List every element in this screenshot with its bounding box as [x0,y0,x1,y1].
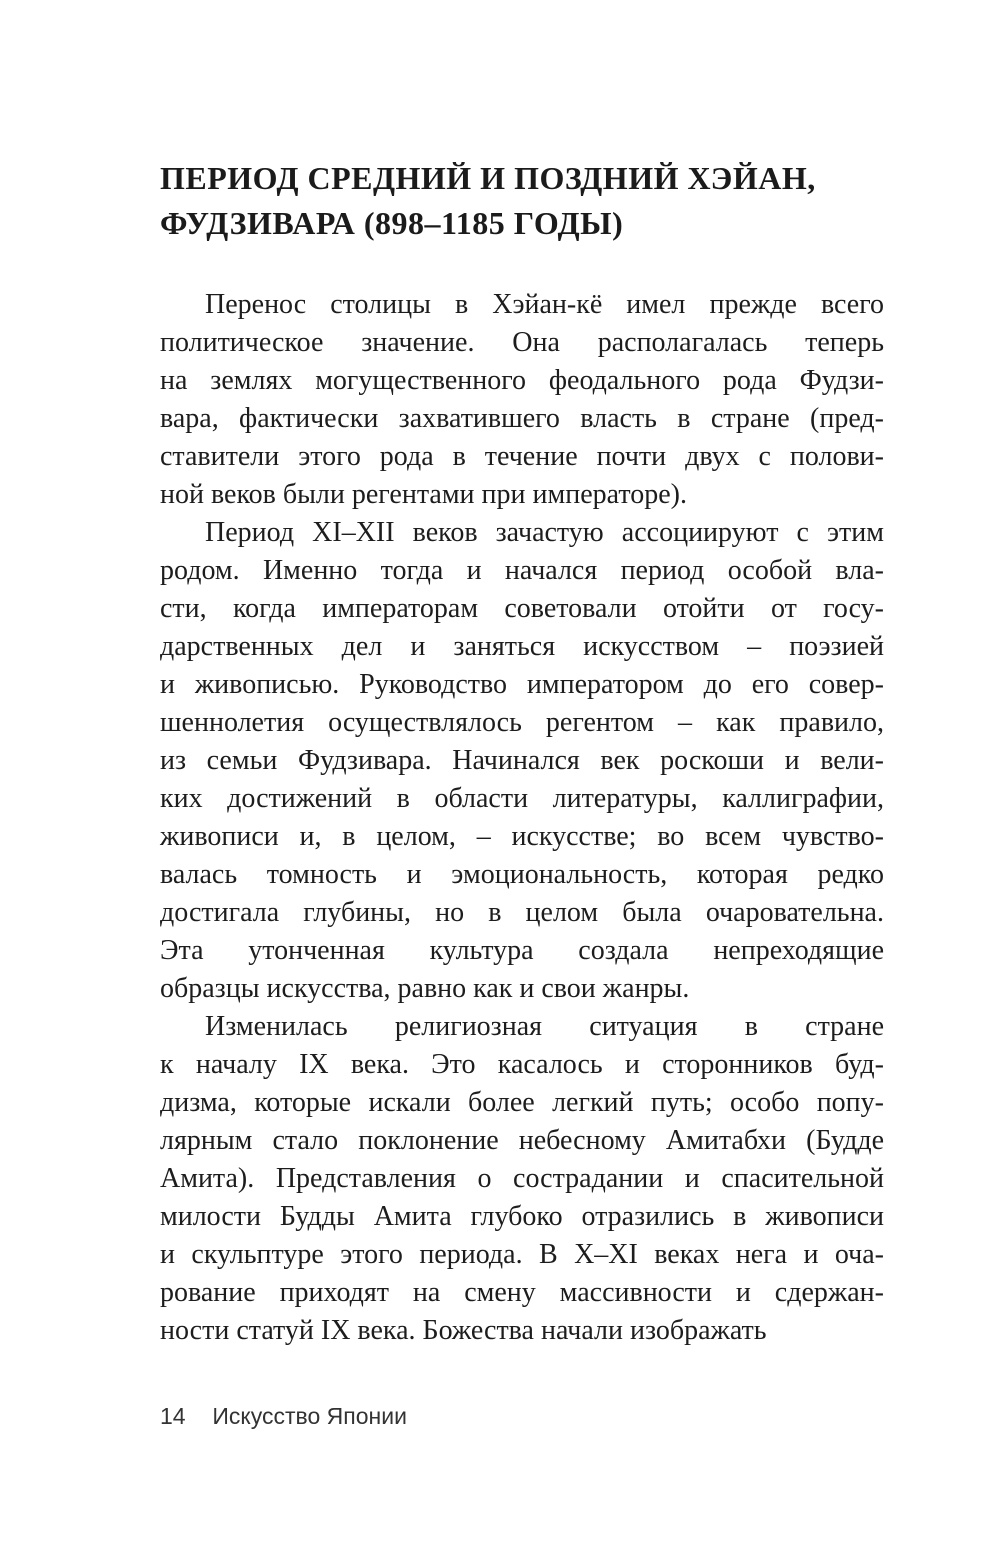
text-line: к началу IX века. Это касалось и сторонников буд- [160,1049,884,1080]
text-line: родом. Именно тогда и начался период особой вла- [160,555,884,586]
chapter-heading-line2: ФУДЗИВАРА (898–1185 ГОДЫ) [160,205,624,241]
chapter-heading-line1: ПЕРИОД СРЕДНИЙ И ПОЗДНИЙ ХЭЙАН, [160,160,816,196]
body-text [160,286,884,1350]
text-line: образцы искусства, равно как и свои жанры. [160,973,690,1004]
text-line: живописи и, в целом, – искусстве; во всем чувство- [160,821,884,852]
text-line: милости Будды Амита глубоко отразились в живописи [160,1201,884,1232]
text-line: дарственных дел и заняться искусством – поэзией [160,631,884,662]
text-line: и живописью. Руководство императором до его совер- [160,669,884,700]
chapter-heading [160,156,920,246]
text-line: рование приходят на смену массивности и сдержан- [160,1277,884,1308]
page-footer [160,1402,884,1430]
text-line: политическое значение. Она располагалась теперь [160,327,884,358]
text-line: Период XI–XII веков зачастую ассоциируют с этим [205,517,884,548]
text-line: достигала глубины, но в целом была очаровательна. [160,897,884,928]
text-line: ной веков были регентами при императоре). [160,479,687,510]
text-line: лярным стало поклонение небесному Амитабхи (Будде [160,1125,884,1156]
text-line: Эта утонченная культура создала непреходящие [160,935,884,966]
text-line: шеннолетия осуществлялось регентом – как правило, [160,707,884,738]
text-line: ких достижений в области литературы, каллиграфии, [160,783,884,814]
text-line: и скульптуре этого периода. В X–XI веках нега и оча- [160,1239,884,1270]
text-line: валась томность и эмоциональность, которая редко [160,859,884,890]
text-line: ставители этого рода в течение почти двух с полови- [160,441,884,472]
text-line: вара, фактически захватившего власть в стране (пред- [160,403,884,434]
text-line: дизма, которые искали более легкий путь; особо попу- [160,1087,884,1118]
text-line: Изменилась религиозная ситуация в стране [205,1011,884,1042]
text-line: из семьи Фудзивара. Начинался век роскоши и вели- [160,745,884,776]
text-line: ности статуй IX века. Божества начали изображать [160,1315,767,1346]
running-title: Искусство Японии [212,1403,407,1429]
paragraph [160,286,884,514]
text-line: сти, когда императорам советовали отойти от госу- [160,593,884,624]
paragraph [160,514,884,1008]
text-line: Перенос столицы в Хэйан-кё имел прежде всего [205,289,884,320]
paragraph [160,1008,884,1350]
text-line: на землях могущественного феодального рода Фудзи- [160,365,884,396]
page-number: 14 [160,1403,186,1429]
text-line: Амита). Представления о сострадании и спасительной [160,1163,884,1194]
